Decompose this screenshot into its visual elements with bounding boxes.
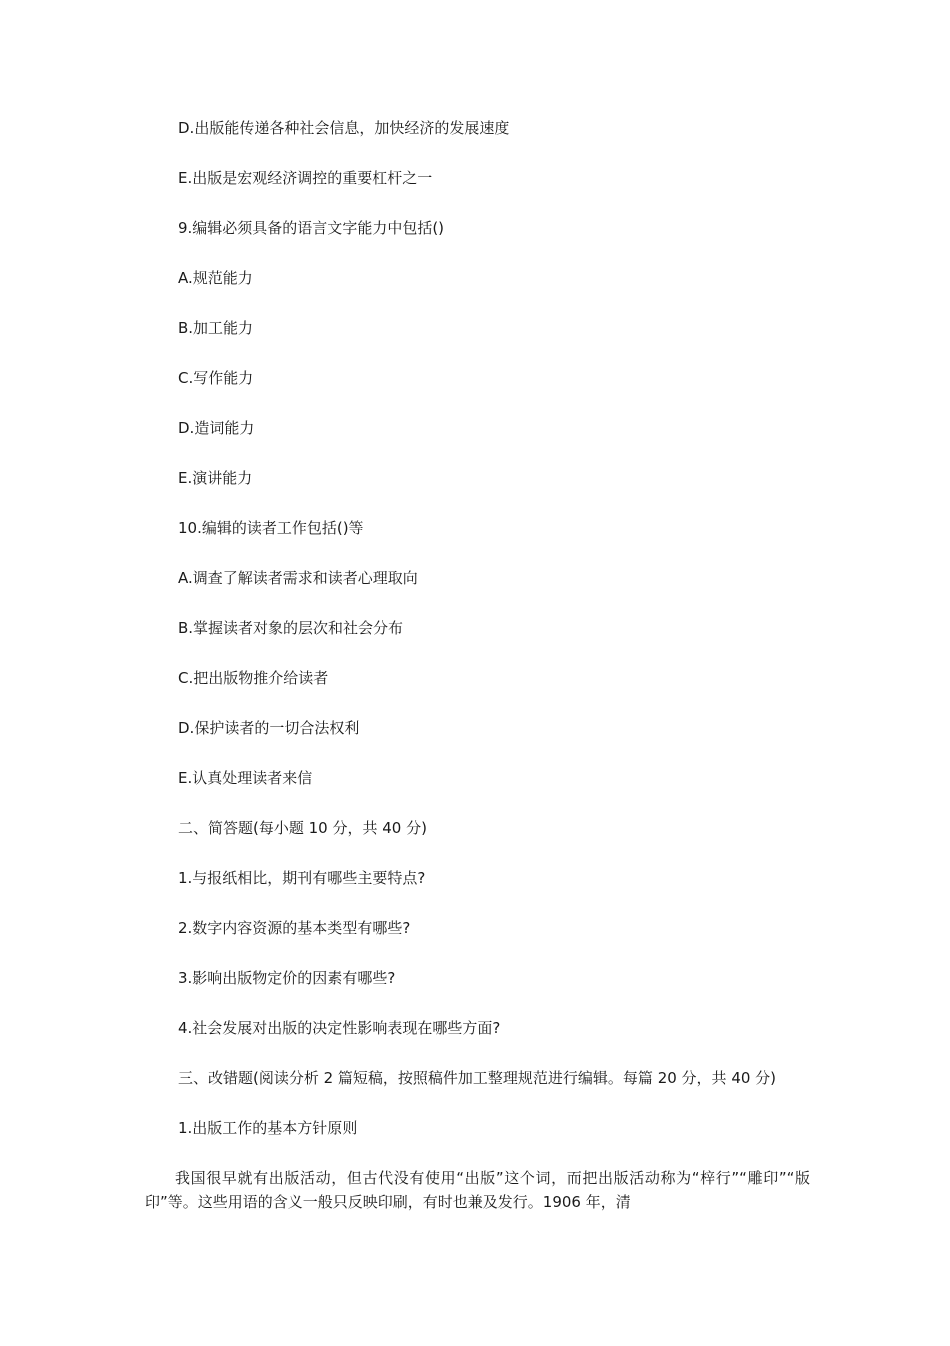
short-answer-question-4: 4.社会发展对出版的决定性影响表现在哪些方面? xyxy=(178,1019,501,1037)
question-9: 9.编辑必须具备的语言文字能力中包括() xyxy=(178,219,445,237)
q9-option-c: C.写作能力 xyxy=(178,369,254,387)
correction-article-1-paragraph: 我国很早就有出版活动，但古代没有使用“出版”这个词，而把出版活动称为“梓行”“雕印”“版印”等。这些用语的含义一般只反映印刷，有时也兼及发行。1906 年，清 xyxy=(145,1169,810,1211)
q9-option-a: A.规范能力 xyxy=(178,269,253,287)
option-e-publishing-macro-control: E.出版是宏观经济调控的重要杠杆之一 xyxy=(178,169,433,187)
q10-option-b: B.掌握读者对象的层次和社会分布 xyxy=(178,619,404,637)
q10-option-e: E.认真处理读者来信 xyxy=(178,769,313,787)
option-d-publishing-economy: D.出版能传递各种社会信息，加快经济的发展速度 xyxy=(178,119,510,137)
short-answer-question-1: 1.与报纸相比，期刊有哪些主要特点? xyxy=(178,869,426,887)
q9-option-b: B.加工能力 xyxy=(178,319,254,337)
section-short-answer-heading: 二、简答题(每小题 10 分，共 40 分) xyxy=(178,819,427,837)
q10-option-c: C.把出版物推介给读者 xyxy=(178,669,329,687)
short-answer-question-3: 3.影响出版物定价的因素有哪些? xyxy=(178,969,396,987)
q9-option-d: D.造词能力 xyxy=(178,419,255,437)
q10-option-d: D.保护读者的一切合法权利 xyxy=(178,719,360,737)
q9-option-e: E.演讲能力 xyxy=(178,469,253,487)
correction-article-1-title: 1.出版工作的基本方针原则 xyxy=(178,1119,358,1137)
section-correction-heading: 三、改错题(阅读分析 2 篇短稿，按照稿件加工整理规范进行编辑。每篇 20 分，共 40 分) xyxy=(178,1069,777,1087)
short-answer-question-2: 2.数字内容资源的基本类型有哪些? xyxy=(178,919,411,937)
question-10: 10.编辑的读者工作包括()等 xyxy=(178,519,364,537)
q10-option-a: A.调查了解读者需求和读者心理取向 xyxy=(178,569,418,587)
